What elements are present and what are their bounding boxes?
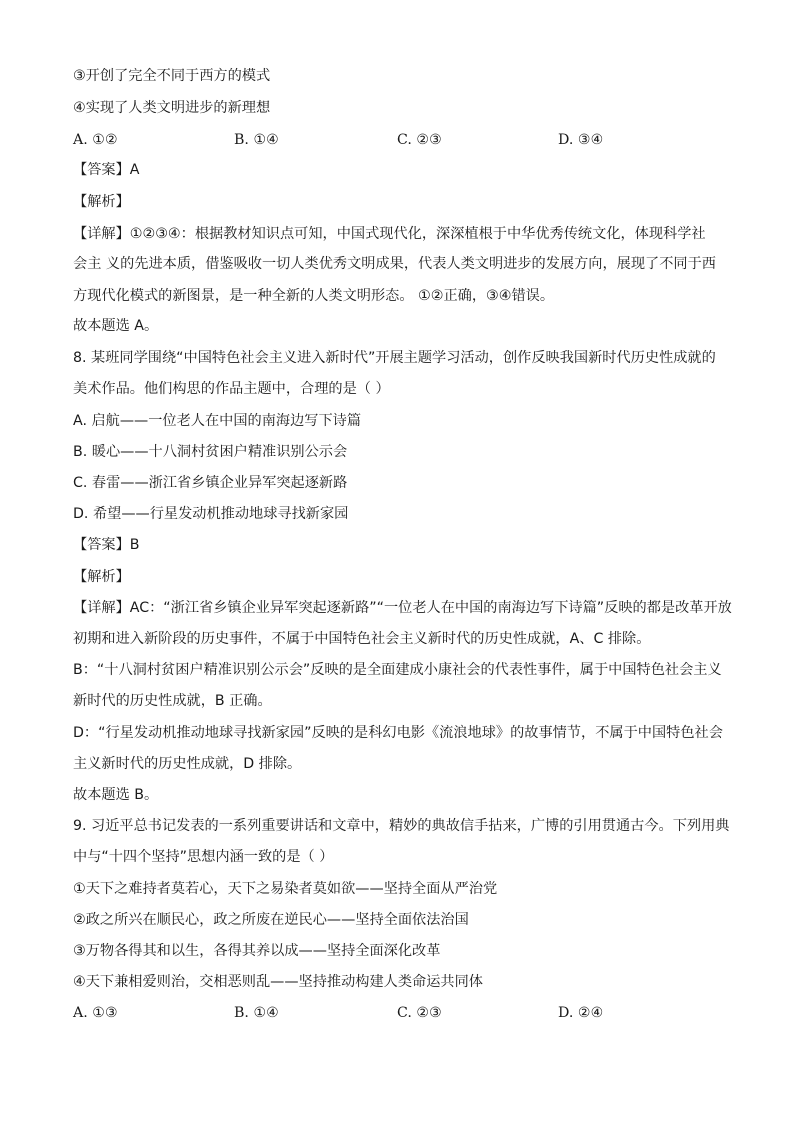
q8-detail-ac-line-1: 【详解】AC：“浙江省乡镇企业异军突起逐新路”“一位老人在中国的南海边写下诗篇”反映的都是改革开放: [73, 600, 732, 616]
q7-option-d: D. ③④: [558, 132, 604, 148]
q7-option-a: A. ①②: [73, 132, 118, 148]
q8-detail-b-line-1: B：“十八洞村贫困户精准识别公示会”反映的是全面建成小康社会的代表性事件，属于中国特色社会主义: [73, 662, 722, 678]
q9-stem-line-1: 9. 习近平总书记发表的一系列重要讲话和文章中，精妙的典故信手拈来，广博的引用贯通古今。下列用典: [73, 818, 730, 834]
q8-option-c: C. 春雷——浙江省乡镇企业异军突起逐新路: [73, 475, 348, 491]
q7-detail-line-3: 方现代化模式的新图景，是一种全新的人类文明形态。 ①②正确，③④错误。: [73, 288, 555, 304]
q8-option-d: D. 希望——行星发动机推动地球寻找新家园: [73, 506, 349, 522]
q7-option-c: C. ②③: [397, 132, 442, 148]
q7-detail-line-1: 【详解】①②③④：根据教材知识点可知，中国式现代化，深深植根于中华优秀传统文化，体现科学社: [73, 226, 706, 242]
q8-option-b: B. 暖心——十八洞村贫困户精准识别公示会: [73, 444, 348, 460]
q7-answer: 【答案】A: [73, 162, 140, 178]
q9-option-c: C. ②③: [397, 1005, 442, 1021]
q8-stem-line-1: 8. 某班同学围绕“中国特色社会主义进入新时代”开展主题学习活动，创作反映我国新时代历史性成就的: [73, 350, 716, 366]
q9-option-a: A. ①③: [73, 1005, 118, 1021]
q8-detail-d-line-2: 主义新时代的历史性成就，D 排除。: [73, 756, 302, 772]
q9-stem-line-2: 中与“十四个坚持”思想内涵一致的是（ ）: [73, 849, 334, 865]
q9-option-b: B. ①④: [234, 1005, 279, 1021]
q8-stem-line-2: 美术作品。他们构思的作品主题中，合理的是（ ）: [73, 381, 390, 397]
q7-detail-line-2: 会主 义的先进本质，借鉴吸收一切人类优秀文明成果，代表人类文明进步的发展方向，展现了不同于西: [73, 256, 716, 272]
q7-item-4: ④实现了人类文明进步的新理想: [73, 100, 271, 116]
q8-detail-d-line-1: D：“行星发动机推动地球寻找新家园”反映的是科幻电影《流浪地球》的故事情节，不属于中国特色社会: [73, 725, 723, 741]
q9-option-d: D. ②④: [558, 1005, 604, 1021]
q8-detail-ac-line-2: 初期和进入新阶段的历史事件，不属于中国特色社会主义新时代的历史性成就，A、C 排除。: [73, 631, 651, 647]
q8-detail-b-line-2: 新时代的历史性成就，B 正确。: [73, 693, 272, 709]
q7-analysis-heading: 【解析】: [73, 194, 130, 210]
q9-item-4: ④天下兼相爱则治，交相恶则乱——坚持推动构建人类命运共同体: [73, 974, 483, 990]
q8-analysis-heading: 【解析】: [73, 569, 130, 585]
q8-option-a: A. 启航——一位老人在中国的南海边写下诗篇: [73, 413, 362, 429]
q9-item-2: ②政之所兴在顺民心，政之所废在逆民心——坚持全面依法治国: [73, 912, 469, 928]
q9-item-1: ①天下之难持者莫若心，天下之易染者莫如欲——坚持全面从严治党: [73, 881, 498, 897]
q8-answer: 【答案】B: [73, 537, 140, 553]
q7-option-b: B. ①④: [234, 132, 279, 148]
q7-item-3: ③开创了完全不同于西方的模式: [73, 68, 271, 84]
q9-item-3: ③万物各得其和以生，各得其养以成——坚持全面深化改革: [73, 943, 441, 959]
q8-conclusion: 故本题选 B。: [73, 787, 159, 803]
q7-conclusion: 故本题选 A。: [73, 318, 159, 334]
